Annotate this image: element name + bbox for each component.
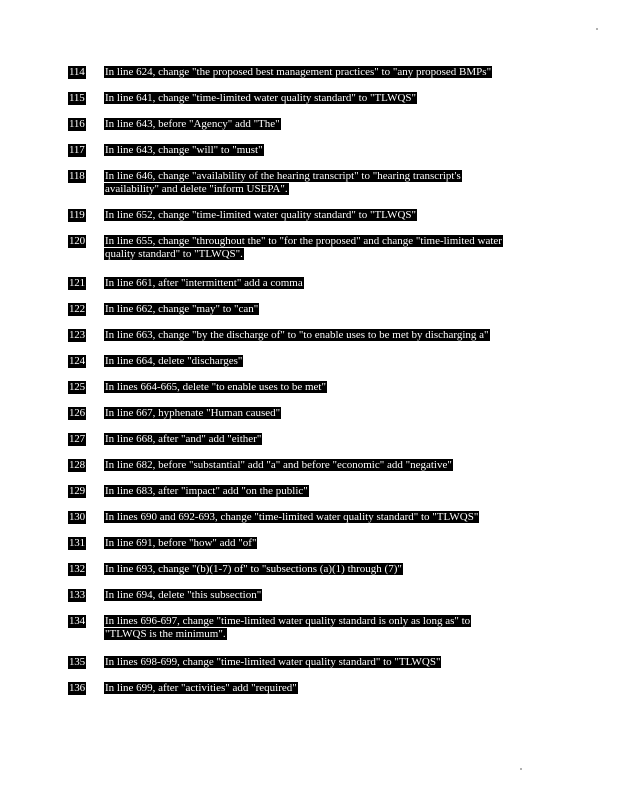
item-text: In line 682, before "substantial" add "a" and before "economic" add "negative" [105,459,452,471]
item-number: 117 [69,144,85,156]
item-number: 118 [69,170,85,182]
item-number: 120 [69,235,85,247]
item-number: 128 [69,459,85,471]
item-number: 126 [69,407,85,419]
item-number: 134 [69,615,85,627]
item-number: 124 [69,355,85,367]
item-text: In line 643, change "will" to "must" [105,144,263,156]
item-number: 136 [69,682,85,694]
item-number: 122 [69,303,85,315]
item-text: In line 641, change "time-limited water quality standard" to "TLWQS" [105,92,417,104]
item-number: 116 [69,118,85,130]
item-number: 133 [69,589,85,601]
item-text: In line 664, delete "discharges" [105,355,243,367]
item-text: In line 655, change "throughout the" to "for the proposed" and change "time-limited water quality standard" to "TLWQS". [105,235,502,260]
item-number: 131 [69,537,85,549]
item-number: 125 [69,381,85,393]
item-text: In line 668, after "and" add "either" [105,433,262,445]
item-number: 135 [69,656,85,668]
item-number: 130 [69,511,85,523]
scan-speck [520,768,522,770]
item-text: In line 694, delete "this subsection" [105,589,262,601]
item-text: In line 663, change "by the discharge of" to "to enable uses to be met by discharging a" [105,329,489,341]
item-text: In line 683, after "impact" add "on the public" [105,485,308,497]
scan-speck [596,28,598,30]
item-number: 119 [69,209,85,221]
item-number: 132 [69,563,85,575]
item-number: 121 [69,277,85,289]
item-text: In lines 664-665, delete "to enable uses to be met" [105,381,326,393]
item-text: In line 646, change "availability of the hearing transcript" to "hearing transcript's availability" and delete "inform USEPA". [105,170,461,195]
item-number: 123 [69,329,85,341]
item-text: In line 652, change "time-limited water quality standard" to "TLWQS" [105,209,417,221]
item-number: 129 [69,485,85,497]
item-text: In lines 698-699, change "time-limited water quality standard" to "TLWQS" [105,656,441,668]
item-text: In line 661, after "intermittent" add a comma [105,277,303,289]
item-text: In line 643, before "Agency" add "The" [105,118,280,130]
item-text: In lines 690 and 692-693, change "time-limited water quality standard" to "TLWQS" [105,511,479,523]
item-text: In line 667, hyphenate "Human caused" [105,407,281,419]
item-text: In lines 696-697, change "time-limited water quality standard is only as long as" to "TLWQS is the minimum". [105,615,471,640]
item-text: In line 699, after "activities" add "required" [105,682,297,694]
item-text: In line 624, change "the proposed best management practices" to "any proposed BMPs" [105,66,492,78]
item-number: 127 [69,433,85,445]
item-text: In line 691, before "how" add "of" [105,537,257,549]
item-text: In line 662, change "may" to "can" [105,303,259,315]
item-number: 114 [69,66,85,78]
item-text: In line 693, change "(b)(1-7) of" to "subsections (a)(1) through (7)" [105,563,402,575]
item-number: 115 [69,92,85,104]
